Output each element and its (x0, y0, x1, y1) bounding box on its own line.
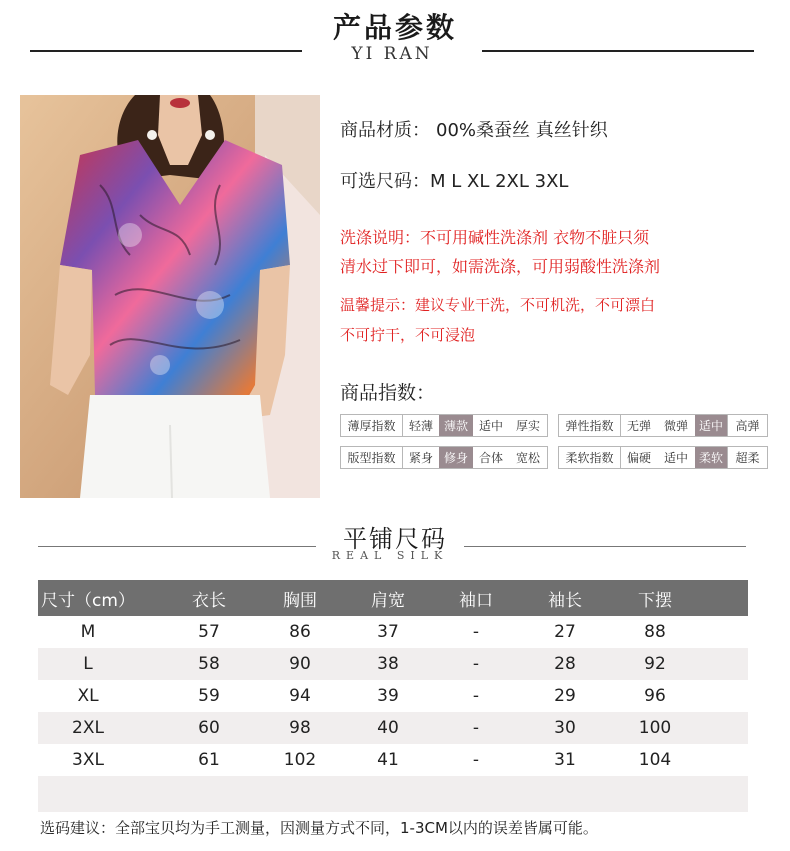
table-row (38, 680, 748, 712)
table-cell: 37 (377, 622, 399, 642)
divider-left (30, 50, 302, 52)
header-cell: 衣长 (192, 590, 226, 611)
care-tip-line-1: 温馨提示：建议专业干洗，不可机洗，不可漂白 (340, 296, 656, 314)
table-cell: XL (77, 686, 99, 706)
divider-right (464, 546, 746, 547)
table-row (38, 648, 748, 680)
divider-left (38, 546, 316, 547)
table-blank-row (38, 776, 748, 812)
table-cell: 39 (377, 686, 399, 706)
section-title-size-chart: 平铺尺码 (343, 525, 447, 553)
table-cell: 58 (198, 654, 220, 674)
table-cell: 102 (283, 750, 317, 770)
table-header-row (38, 580, 748, 616)
index-name: 薄厚指数 (341, 415, 403, 436)
table-cell: 98 (289, 718, 311, 738)
table-cell: 3XL (72, 750, 104, 770)
header-cell: 下摆 (638, 590, 672, 611)
index-option: 轻薄 (408, 419, 433, 433)
index-option: 高弹 (727, 415, 767, 436)
table-cell: 27 (554, 622, 576, 642)
table-cell: 100 (638, 718, 672, 738)
index-option-selected: 修身 (439, 447, 473, 468)
index-option-selected: 薄款 (439, 415, 473, 436)
section-subtitle-brand: YI RAN (351, 44, 433, 64)
index-option: 厚实 (515, 419, 540, 433)
index-option: 微弹 (663, 419, 688, 433)
table-cell: 96 (644, 686, 666, 706)
index-option: 宽松 (515, 451, 540, 465)
size-table (38, 580, 748, 812)
table-cell: 61 (198, 750, 220, 770)
header-cell: 袖长 (548, 590, 582, 611)
table-cell: M (80, 622, 96, 642)
table-cell: 86 (289, 622, 311, 642)
elasticity-index (558, 414, 768, 437)
table-row (38, 744, 748, 776)
header-cell: 尺寸（cm） (41, 590, 135, 611)
header-cell: 胸围 (283, 590, 317, 611)
index-name: 弹性指数 (559, 415, 621, 436)
table-cell: 88 (644, 622, 666, 642)
index-option: 无弹 (626, 419, 651, 433)
wash-instructions-line-2: 清水过下即可，如需洗涤，可用弱酸性洗涤剂 (340, 257, 661, 276)
table-cell: - (472, 718, 480, 738)
fit-index (340, 446, 548, 469)
index-option: 合体 (478, 451, 503, 465)
table-cell: - (472, 686, 480, 706)
table-cell: - (472, 750, 480, 770)
table-cell: 40 (377, 718, 399, 738)
index-option: 偏硬 (626, 451, 651, 465)
index-option: 适中 (663, 451, 688, 465)
material-label: 商品材质： (340, 120, 430, 141)
size-advice-note: 选码建议：全部宝贝均为手工测量，因测量方式不同，1-3CM以内的误差皆属可能。 (40, 819, 598, 837)
index-name: 柔软指数 (559, 447, 621, 468)
material-value: 00%桑蚕丝 真丝针织 (436, 120, 608, 141)
available-sizes-label: 可选尺码： (340, 171, 430, 192)
available-sizes-value: M L XL 2XL 3XL (430, 171, 569, 192)
material-row (340, 116, 608, 142)
table-cell: 29 (554, 686, 576, 706)
table-cell: 31 (554, 750, 576, 770)
table-cell: 104 (638, 750, 672, 770)
index-option: 适中 (478, 419, 503, 433)
table-cell: L (83, 654, 93, 674)
table-row (38, 616, 748, 648)
wash-instructions-line-1: 洗涤说明：不可用碱性洗涤剂 衣物不脏只须 (340, 228, 650, 247)
table-cell: 38 (377, 654, 399, 674)
divider-right (482, 50, 754, 52)
table-cell: - (472, 654, 480, 674)
index-option: 紧身 (408, 451, 433, 465)
header-cell: 肩宽 (371, 590, 405, 611)
table-cell: 30 (554, 718, 576, 738)
table-cell: 92 (644, 654, 666, 674)
softness-index (558, 446, 768, 469)
index-option-selected: 柔软 (695, 447, 727, 468)
table-cell: 41 (377, 750, 399, 770)
product-photo (20, 95, 320, 498)
table-cell: 90 (289, 654, 311, 674)
available-sizes-row (340, 167, 568, 193)
table-cell: 60 (198, 718, 220, 738)
index-name: 版型指数 (341, 447, 403, 468)
table-cell: 28 (554, 654, 576, 674)
product-index-title: 商品指数： (340, 382, 436, 404)
section-subtitle-real-silk: REAL SILK (331, 549, 449, 562)
thickness-index (340, 414, 548, 437)
table-cell: 94 (289, 686, 311, 706)
table-row (38, 712, 748, 744)
table-cell: 59 (198, 686, 220, 706)
index-option-selected: 适中 (695, 415, 727, 436)
header-cell: 袖口 (459, 590, 493, 611)
care-tip-line-2: 不可拧干，不可浸泡 (340, 326, 476, 344)
index-option: 超柔 (727, 447, 767, 468)
table-cell: - (472, 622, 480, 642)
table-cell: 57 (198, 622, 220, 642)
section-title-product-params: 产品参数 (332, 11, 457, 44)
table-cell: 2XL (72, 718, 104, 738)
